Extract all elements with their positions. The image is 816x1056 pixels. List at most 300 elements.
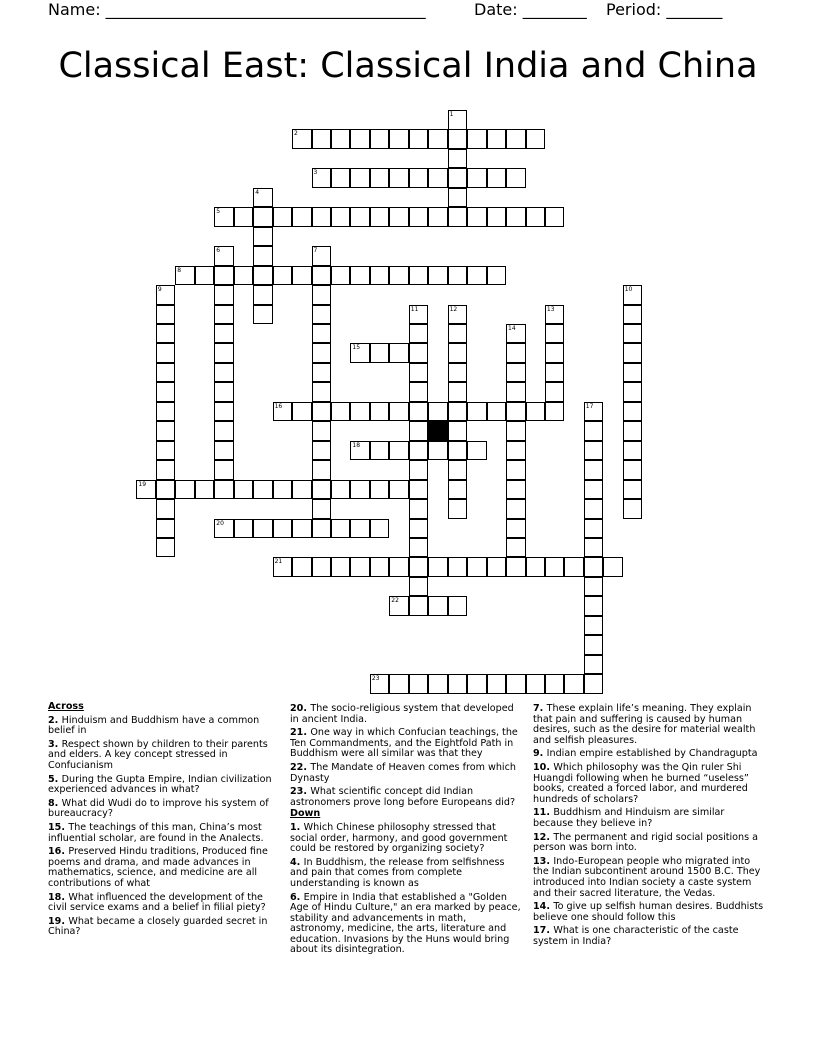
- clue-item-number: 13.: [533, 855, 554, 867]
- clue-number: 1: [449, 111, 454, 118]
- grid-cell[interactable]: [389, 343, 409, 363]
- grid-cell[interactable]: [467, 674, 487, 694]
- grid-cell[interactable]: [253, 480, 273, 500]
- grid-cell[interactable]: [389, 441, 409, 461]
- grid-cell[interactable]: [312, 421, 332, 441]
- grid-cell[interactable]: [350, 519, 370, 539]
- clue-item-number: 6.: [290, 891, 304, 903]
- grid-cell[interactable]: [409, 480, 429, 500]
- grid-cell[interactable]: [331, 402, 351, 422]
- clue-item: [48, 823, 280, 844]
- grid-cell[interactable]: [584, 441, 604, 461]
- grid-cell[interactable]: [448, 149, 468, 169]
- across-heading: Across: [48, 701, 84, 712]
- grid-cell[interactable]: [506, 499, 526, 519]
- grid-cell[interactable]: [409, 557, 429, 577]
- grid-cell[interactable]: [292, 402, 312, 422]
- grid-cell[interactable]: [428, 596, 448, 616]
- clue-item: [290, 763, 522, 784]
- clue-number: 9: [157, 286, 162, 293]
- clue-item-text: To give up selfish human desires. Buddhists believe one should follow this: [533, 901, 764, 923]
- grid-cell[interactable]: [370, 557, 390, 577]
- grid-cell[interactable]: [273, 402, 293, 422]
- grid-cell[interactable]: [467, 168, 487, 188]
- grid-cell[interactable]: [448, 674, 468, 694]
- grid-cell[interactable]: [409, 343, 429, 363]
- grid-cell[interactable]: [273, 207, 293, 227]
- grid-cell[interactable]: [428, 129, 448, 149]
- grid-cell[interactable]: [214, 480, 234, 500]
- grid-cell[interactable]: [584, 421, 604, 441]
- grid-cell[interactable]: [195, 266, 215, 286]
- grid-cell[interactable]: [214, 305, 234, 325]
- grid-cell[interactable]: [234, 480, 254, 500]
- grid-cell[interactable]: [428, 402, 448, 422]
- grid-cell[interactable]: [467, 266, 487, 286]
- grid-cell[interactable]: [545, 674, 565, 694]
- grid-cell[interactable]: [389, 207, 409, 227]
- clue-item: [533, 833, 765, 854]
- grid-cell[interactable]: [467, 207, 487, 227]
- clue-item-text: Which philosophy was the Qin ruler Shi Huangdi following when he burned “useless” books, created a forced labor, and murdered hundreds of scholars?: [533, 761, 749, 805]
- grid-cell[interactable]: [350, 343, 370, 363]
- grid-cell[interactable]: [331, 207, 351, 227]
- grid-cell[interactable]: [214, 519, 234, 539]
- grid-cell[interactable]: [312, 207, 332, 227]
- grid-cell[interactable]: [331, 519, 351, 539]
- grid-cell[interactable]: [214, 285, 234, 305]
- name-field[interactable]: Name: ________________________________________: [48, 0, 426, 19]
- clue-item-number: 7.: [533, 703, 547, 714]
- grid-cell[interactable]: [312, 266, 332, 286]
- grid-cell[interactable]: [467, 129, 487, 149]
- grid-cell[interactable]: [487, 557, 507, 577]
- grid-cell[interactable]: [623, 305, 643, 325]
- grid-cell[interactable]: [234, 266, 254, 286]
- grid-cell[interactable]: [506, 207, 526, 227]
- clue-number: 10: [624, 286, 633, 293]
- grid-cell[interactable]: [506, 557, 526, 577]
- grid-cell[interactable]: [623, 382, 643, 402]
- grid-cell[interactable]: [175, 266, 195, 286]
- grid-cell[interactable]: [331, 557, 351, 577]
- clue-item-number: 18.: [48, 891, 69, 903]
- grid-cell[interactable]: [448, 343, 468, 363]
- grid-cell[interactable]: [428, 266, 448, 286]
- grid-cell[interactable]: [253, 188, 273, 208]
- grid-cell[interactable]: [156, 460, 176, 480]
- clue-item: [533, 902, 765, 923]
- grid-cell[interactable]: [448, 363, 468, 383]
- grid-cell[interactable]: [156, 499, 176, 519]
- grid-cell[interactable]: [487, 207, 507, 227]
- clue-number: 6: [216, 247, 221, 255]
- grid-cell[interactable]: [156, 285, 176, 305]
- grid-cell[interactable]: [506, 441, 526, 461]
- grid-cell[interactable]: [214, 207, 234, 227]
- grid-cell[interactable]: [312, 246, 332, 266]
- grid-cell[interactable]: [467, 557, 487, 577]
- clue-item-text: Hinduism and Buddhism have a common belief in: [48, 714, 260, 737]
- grid-cell[interactable]: [273, 519, 293, 539]
- down-clue-list-continued: [533, 704, 765, 947]
- clue-item-number: 23.: [290, 786, 311, 798]
- grid-cell[interactable]: [312, 285, 332, 305]
- clues-column-3: [533, 701, 765, 947]
- grid-cell[interactable]: [409, 577, 429, 597]
- grid-cell[interactable]: [448, 499, 468, 519]
- grid-cell[interactable]: [506, 674, 526, 694]
- grid-cell[interactable]: [156, 421, 176, 441]
- grid-cell[interactable]: [428, 674, 448, 694]
- grid-cell[interactable]: [214, 382, 234, 402]
- grid-cell[interactable]: [409, 402, 429, 422]
- grid-cell[interactable]: [623, 324, 643, 344]
- grid-cell[interactable]: [312, 324, 332, 344]
- grid-cell[interactable]: [623, 460, 643, 480]
- grid-cell[interactable]: [389, 129, 409, 149]
- clue-item-number: 10.: [533, 761, 554, 773]
- grid-cell[interactable]: [370, 168, 390, 188]
- grid-cell[interactable]: [448, 207, 468, 227]
- clue-item-number: 5.: [48, 773, 62, 785]
- grid-cell[interactable]: [448, 129, 468, 149]
- grid-cell[interactable]: [603, 557, 623, 577]
- grid-cell[interactable]: [428, 168, 448, 188]
- grid-cell[interactable]: [584, 557, 604, 577]
- clue-item: [48, 740, 280, 772]
- grid-cell[interactable]: [409, 266, 429, 286]
- grid-cell[interactable]: [584, 402, 604, 422]
- grid-cell[interactable]: [273, 480, 293, 500]
- grid-cell[interactable]: [253, 246, 273, 266]
- grid-cell[interactable]: [409, 168, 429, 188]
- grid-cell[interactable]: [545, 402, 565, 422]
- grid-cell[interactable]: [156, 441, 176, 461]
- grid-cell[interactable]: [253, 227, 273, 247]
- clue-number: 16: [274, 402, 283, 410]
- grid-cell[interactable]: [350, 480, 370, 500]
- grid-cell[interactable]: [370, 207, 390, 227]
- clue-item-number: 19.: [48, 915, 69, 927]
- grid-cell[interactable]: [584, 480, 604, 500]
- grid-cell[interactable]: [214, 441, 234, 461]
- clue-number: 13: [546, 305, 555, 313]
- grid-cell[interactable]: [487, 129, 507, 149]
- grid-cell[interactable]: [584, 538, 604, 558]
- grid-cell[interactable]: [350, 266, 370, 286]
- grid-cell[interactable]: [292, 480, 312, 500]
- grid-cell[interactable]: [448, 402, 468, 422]
- clues-column-1: [48, 701, 280, 938]
- grid-cell[interactable]: [370, 402, 390, 422]
- grid-cell[interactable]: [409, 519, 429, 539]
- grid-cell[interactable]: [409, 441, 429, 461]
- grid-cell[interactable]: [564, 674, 584, 694]
- grid-cell[interactable]: [389, 402, 409, 422]
- grid-cell[interactable]: [214, 324, 234, 344]
- grid-cell[interactable]: [487, 168, 507, 188]
- clue-item: [48, 799, 280, 820]
- grid-cell[interactable]: [623, 402, 643, 422]
- grid-cell[interactable]: [545, 363, 565, 383]
- grid-cell[interactable]: [506, 519, 526, 539]
- grid-cell[interactable]: [312, 402, 332, 422]
- grid-cell[interactable]: [156, 343, 176, 363]
- grid-cell[interactable]: [428, 441, 448, 461]
- grid-cell[interactable]: [331, 266, 351, 286]
- grid-cell[interactable]: [623, 343, 643, 363]
- clue-item-number: 11.: [533, 807, 554, 819]
- grid-cell[interactable]: [506, 460, 526, 480]
- grid-cell[interactable]: [409, 207, 429, 227]
- grid-cell[interactable]: [545, 324, 565, 344]
- clue-number: 17: [585, 402, 594, 410]
- across-clue-list: [48, 716, 280, 938]
- grid-cell[interactable]: [506, 538, 526, 558]
- grid-cell[interactable]: [312, 363, 332, 383]
- grid-cell[interactable]: [448, 382, 468, 402]
- grid-cell[interactable]: [448, 441, 468, 461]
- grid-cell[interactable]: [292, 519, 312, 539]
- grid-cell[interactable]: [409, 596, 429, 616]
- grid-cell[interactable]: [370, 343, 390, 363]
- grid-cell[interactable]: [584, 499, 604, 519]
- puzzle-title: Classical East: Classical India and China: [58, 46, 758, 86]
- clue-item-number: 12.: [533, 831, 554, 843]
- grid-cell[interactable]: [623, 441, 643, 461]
- grid-cell[interactable]: [584, 616, 604, 636]
- grid-cell[interactable]: [253, 285, 273, 305]
- grid-cell[interactable]: [350, 168, 370, 188]
- grid-cell[interactable]: [312, 441, 332, 461]
- grid-cell[interactable]: [389, 557, 409, 577]
- grid-cell[interactable]: [623, 363, 643, 383]
- grid-cell[interactable]: [526, 557, 546, 577]
- grid-cell[interactable]: [409, 363, 429, 383]
- grid-cell[interactable]: [389, 168, 409, 188]
- clues-column-2: [290, 701, 522, 956]
- grid-cell[interactable]: [526, 402, 546, 422]
- grid-cell[interactable]: [428, 557, 448, 577]
- clue-item: [533, 808, 765, 829]
- grid-cell[interactable]: [506, 324, 526, 344]
- grid-cell[interactable]: [409, 460, 429, 480]
- grid-cell[interactable]: [350, 207, 370, 227]
- grid-cell[interactable]: [292, 266, 312, 286]
- grid-cell[interactable]: [448, 557, 468, 577]
- grid-cell[interactable]: [214, 363, 234, 383]
- grid-cell[interactable]: [389, 480, 409, 500]
- grid-cell[interactable]: [350, 129, 370, 149]
- grid-cell[interactable]: [370, 441, 390, 461]
- clue-number: 5: [216, 208, 221, 216]
- grid-cell[interactable]: [448, 460, 468, 480]
- grid-cell[interactable]: [623, 499, 643, 519]
- grid-cell[interactable]: [156, 480, 176, 500]
- grid-cell[interactable]: [214, 402, 234, 422]
- grid-cell[interactable]: [234, 207, 254, 227]
- grid-cell[interactable]: [584, 655, 604, 675]
- grid-cell[interactable]: [195, 480, 215, 500]
- grid-cell[interactable]: [448, 188, 468, 208]
- grid-cell[interactable]: [214, 421, 234, 441]
- grid-cell[interactable]: [448, 168, 468, 188]
- grid-cell[interactable]: [350, 402, 370, 422]
- grid-cell[interactable]: [389, 266, 409, 286]
- grid-cell[interactable]: [584, 460, 604, 480]
- grid-cell[interactable]: [273, 266, 293, 286]
- grid-cell[interactable]: [214, 266, 234, 286]
- grid-cell[interactable]: [506, 129, 526, 149]
- grid-cell[interactable]: [584, 596, 604, 616]
- grid-cell[interactable]: [253, 266, 273, 286]
- clue-item: [48, 775, 280, 796]
- grid-cell[interactable]: [156, 305, 176, 325]
- grid-cell[interactable]: [156, 382, 176, 402]
- grid-cell[interactable]: [584, 635, 604, 655]
- grid-cell[interactable]: [506, 402, 526, 422]
- grid-cell[interactable]: [467, 441, 487, 461]
- grid-cell[interactable]: [214, 246, 234, 266]
- grid-cell[interactable]: [389, 674, 409, 694]
- grid-cell[interactable]: [331, 168, 351, 188]
- grid-cell[interactable]: [506, 343, 526, 363]
- grid-cell[interactable]: [409, 129, 429, 149]
- grid-cell[interactable]: [312, 480, 332, 500]
- clue-number: 21: [274, 558, 283, 566]
- grid-cell[interactable]: [156, 538, 176, 558]
- grid-cell[interactable]: [584, 577, 604, 597]
- grid-cell[interactable]: [156, 519, 176, 539]
- grid-cell[interactable]: [506, 421, 526, 441]
- grid-cell[interactable]: [312, 305, 332, 325]
- grid-cell[interactable]: [526, 129, 546, 149]
- grid-cell[interactable]: [526, 674, 546, 694]
- grid-cell[interactable]: [156, 363, 176, 383]
- grid-cell[interactable]: [487, 674, 507, 694]
- grid-cell-blocked: [428, 421, 448, 441]
- grid-cell[interactable]: [312, 343, 332, 363]
- grid-cell[interactable]: [584, 519, 604, 539]
- grid-cell[interactable]: [312, 382, 332, 402]
- clue-item: [290, 728, 522, 760]
- clue-item-text: Empire in India that established a "Golden Age of Hindu Culture," an era marked by peace, stability and advancements in math, astronomy, medicine, the arts, literature and education. Invasions by the Huns would bring about its disintegration.: [290, 891, 521, 956]
- grid-cell[interactable]: [350, 441, 370, 461]
- clue-number: 22: [391, 597, 399, 605]
- grid-cell[interactable]: [292, 207, 312, 227]
- grid-cell[interactable]: [273, 557, 293, 577]
- grid-cell[interactable]: [214, 460, 234, 480]
- grid-cell[interactable]: [409, 674, 429, 694]
- grid-cell[interactable]: [623, 285, 643, 305]
- grid-cell[interactable]: [312, 557, 332, 577]
- grid-cell[interactable]: [564, 557, 584, 577]
- grid-cell[interactable]: [545, 343, 565, 363]
- grid-cell[interactable]: [448, 110, 468, 130]
- grid-cell[interactable]: [312, 519, 332, 539]
- grid-cell[interactable]: [448, 596, 468, 616]
- grid-cell[interactable]: [623, 480, 643, 500]
- grid-cell[interactable]: [506, 480, 526, 500]
- grid-cell[interactable]: [331, 480, 351, 500]
- grid-cell[interactable]: [350, 557, 370, 577]
- clue-item-number: 22.: [290, 761, 311, 773]
- down-clue-list: [290, 823, 522, 956]
- grid-cell[interactable]: [253, 519, 273, 539]
- grid-cell[interactable]: [370, 674, 390, 694]
- clue-number: 2: [294, 130, 298, 138]
- grid-cell[interactable]: [136, 480, 156, 500]
- grid-cell[interactable]: [331, 129, 351, 149]
- grid-cell[interactable]: [312, 460, 332, 480]
- grid-cell[interactable]: [545, 382, 565, 402]
- grid-cell[interactable]: [506, 382, 526, 402]
- grid-cell[interactable]: [448, 305, 468, 325]
- grid-cell[interactable]: [234, 519, 254, 539]
- grid-cell[interactable]: [409, 305, 429, 325]
- grid-cell[interactable]: [545, 305, 565, 325]
- grid-cell[interactable]: [584, 674, 604, 694]
- clue-item: [533, 704, 765, 746]
- grid-cell[interactable]: [370, 266, 390, 286]
- grid-cell[interactable]: [409, 499, 429, 519]
- grid-cell[interactable]: [448, 421, 468, 441]
- clue-item-text: One way in which Confucian teachings, the Ten Commandments, and the Eightfold Path in Buddhism were all similar was that they: [290, 727, 518, 760]
- grid-cell[interactable]: [487, 266, 507, 286]
- grid-cell[interactable]: [175, 480, 195, 500]
- clue-item-text: What influenced the development of the civil service exams and a belief in filial piety?: [48, 891, 266, 914]
- grid-cell[interactable]: [506, 168, 526, 188]
- grid-cell[interactable]: [292, 557, 312, 577]
- grid-cell[interactable]: [370, 519, 390, 539]
- grid-cell[interactable]: [214, 343, 234, 363]
- grid-cell[interactable]: [409, 382, 429, 402]
- grid-cell[interactable]: [448, 266, 468, 286]
- grid-cell[interactable]: [370, 129, 390, 149]
- grid-cell[interactable]: [506, 363, 526, 383]
- grid-cell[interactable]: [545, 557, 565, 577]
- grid-cell[interactable]: [526, 207, 546, 227]
- grid-cell[interactable]: [156, 324, 176, 344]
- grid-cell[interactable]: [487, 402, 507, 422]
- grid-cell[interactable]: [312, 499, 332, 519]
- grid-cell[interactable]: [428, 207, 448, 227]
- clue-item-number: 4.: [290, 856, 304, 868]
- grid-cell[interactable]: [467, 402, 487, 422]
- grid-cell[interactable]: [156, 402, 176, 422]
- grid-cell[interactable]: [389, 596, 409, 616]
- grid-cell[interactable]: [370, 480, 390, 500]
- date-field[interactable]: Date: ________: [474, 0, 587, 19]
- grid-cell[interactable]: [623, 421, 643, 441]
- grid-cell[interactable]: [409, 421, 429, 441]
- grid-cell[interactable]: [312, 168, 332, 188]
- grid-cell[interactable]: [448, 324, 468, 344]
- grid-cell[interactable]: [253, 207, 273, 227]
- grid-cell[interactable]: [409, 324, 429, 344]
- period-field[interactable]: Period: _______: [606, 0, 723, 19]
- clue-item-number: 9.: [533, 748, 547, 760]
- grid-cell[interactable]: [253, 305, 273, 325]
- grid-cell[interactable]: [312, 129, 332, 149]
- grid-cell[interactable]: [292, 129, 312, 149]
- clue-item-number: 16.: [48, 846, 69, 858]
- grid-cell[interactable]: [545, 207, 565, 227]
- clue-number: 8: [177, 266, 182, 274]
- grid-cell[interactable]: [409, 538, 429, 558]
- grid-cell[interactable]: [448, 480, 468, 500]
